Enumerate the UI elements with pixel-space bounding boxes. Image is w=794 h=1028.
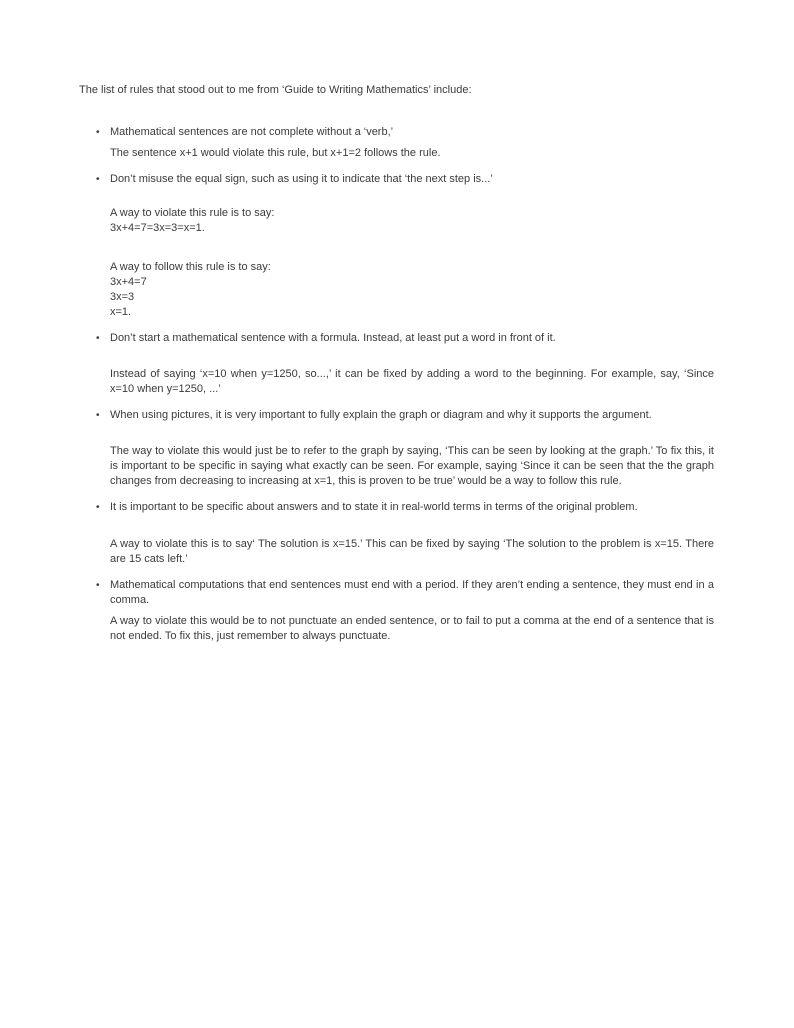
bullet-icon: •	[96, 502, 100, 513]
follow-example	[110, 260, 714, 320]
rule-item-sentence-start	[79, 331, 714, 397]
rule-item-verb	[79, 125, 714, 161]
violate-example	[110, 206, 714, 236]
follow-equation-2: 3x=3	[110, 291, 135, 303]
rule-item-pictures	[79, 408, 714, 489]
bullet-icon: •	[96, 333, 100, 344]
rule-item-equal-sign	[79, 172, 714, 320]
rule-text: Mathematical computations that end sentences must end with a period. If they aren’t ending a sentence, they must end in a comma.	[110, 579, 714, 606]
rule-text: When using pictures, it is very important to fully explain the graph or diagram and why it supports the argument.	[110, 409, 652, 421]
intro-line: The list of rules that stood out to me from ‘Guide to Writing Mathematics’ include:	[79, 84, 472, 96]
rule-text: Mathematical sentences are not complete without a ‘verb,’	[110, 126, 394, 138]
rule-item-specific-answers	[79, 500, 714, 567]
bullet-icon: •	[96, 580, 100, 591]
rule-example: Instead of saying ‘x=10 when y=1250, so...,’ it can be fixed by adding a word to the beginning. For example, say, ‘Since x=10 when y=1250, ...’	[110, 368, 714, 395]
bullet-icon: •	[96, 127, 100, 138]
bullet-icon: •	[96, 410, 100, 421]
violate-intro: A way to violate this rule is to say:	[110, 207, 275, 219]
rule-item-punctuation	[79, 578, 714, 644]
follow-intro: A way to follow this rule is to say:	[110, 261, 271, 273]
bullet-icon: •	[96, 174, 100, 185]
rule-example: A way to violate this is to say‘ The solution is x=15.’ This can be fixed by saying ‘The solution to the problem is x=15. There are 15 cats left.’	[110, 538, 714, 565]
rule-example: A way to violate this would be to not punctuate an ended sentence, or to fail to put a comma at the end of a sentence that is not ended. To fix this, just remember to always punctuate.	[110, 615, 714, 642]
follow-equation-3: x=1.	[110, 306, 132, 318]
rule-text: Don’t start a mathematical sentence with a formula. Instead, at least put a word in front of it.	[110, 332, 556, 344]
rule-text: It is important to be specific about answers and to state it in real-world terms in terms of the original problem.	[110, 501, 638, 513]
violate-equation: 3x+4=7=3x=3=x=1.	[110, 222, 205, 234]
follow-equation-1: 3x+4=7	[110, 276, 147, 288]
rule-example: The sentence x+1 would violate this rule, but x+1=2 follows the rule.	[110, 147, 441, 159]
rules-list	[79, 125, 714, 644]
rule-example: The way to violate this would just be to refer to the graph by saying, ‘This can be seen by looking at the graph.’ To fix this, it is important to be specific in saying what exactly can be seen. For example, saying ‘Since it can be seen that the the graph changes from decreasing to increasing at x=1, this is proven to be true’ would be a way to follow this rule.	[110, 445, 714, 487]
rule-text: Don’t misuse the equal sign, such as using it to indicate that ‘the next step is...’	[110, 173, 493, 185]
